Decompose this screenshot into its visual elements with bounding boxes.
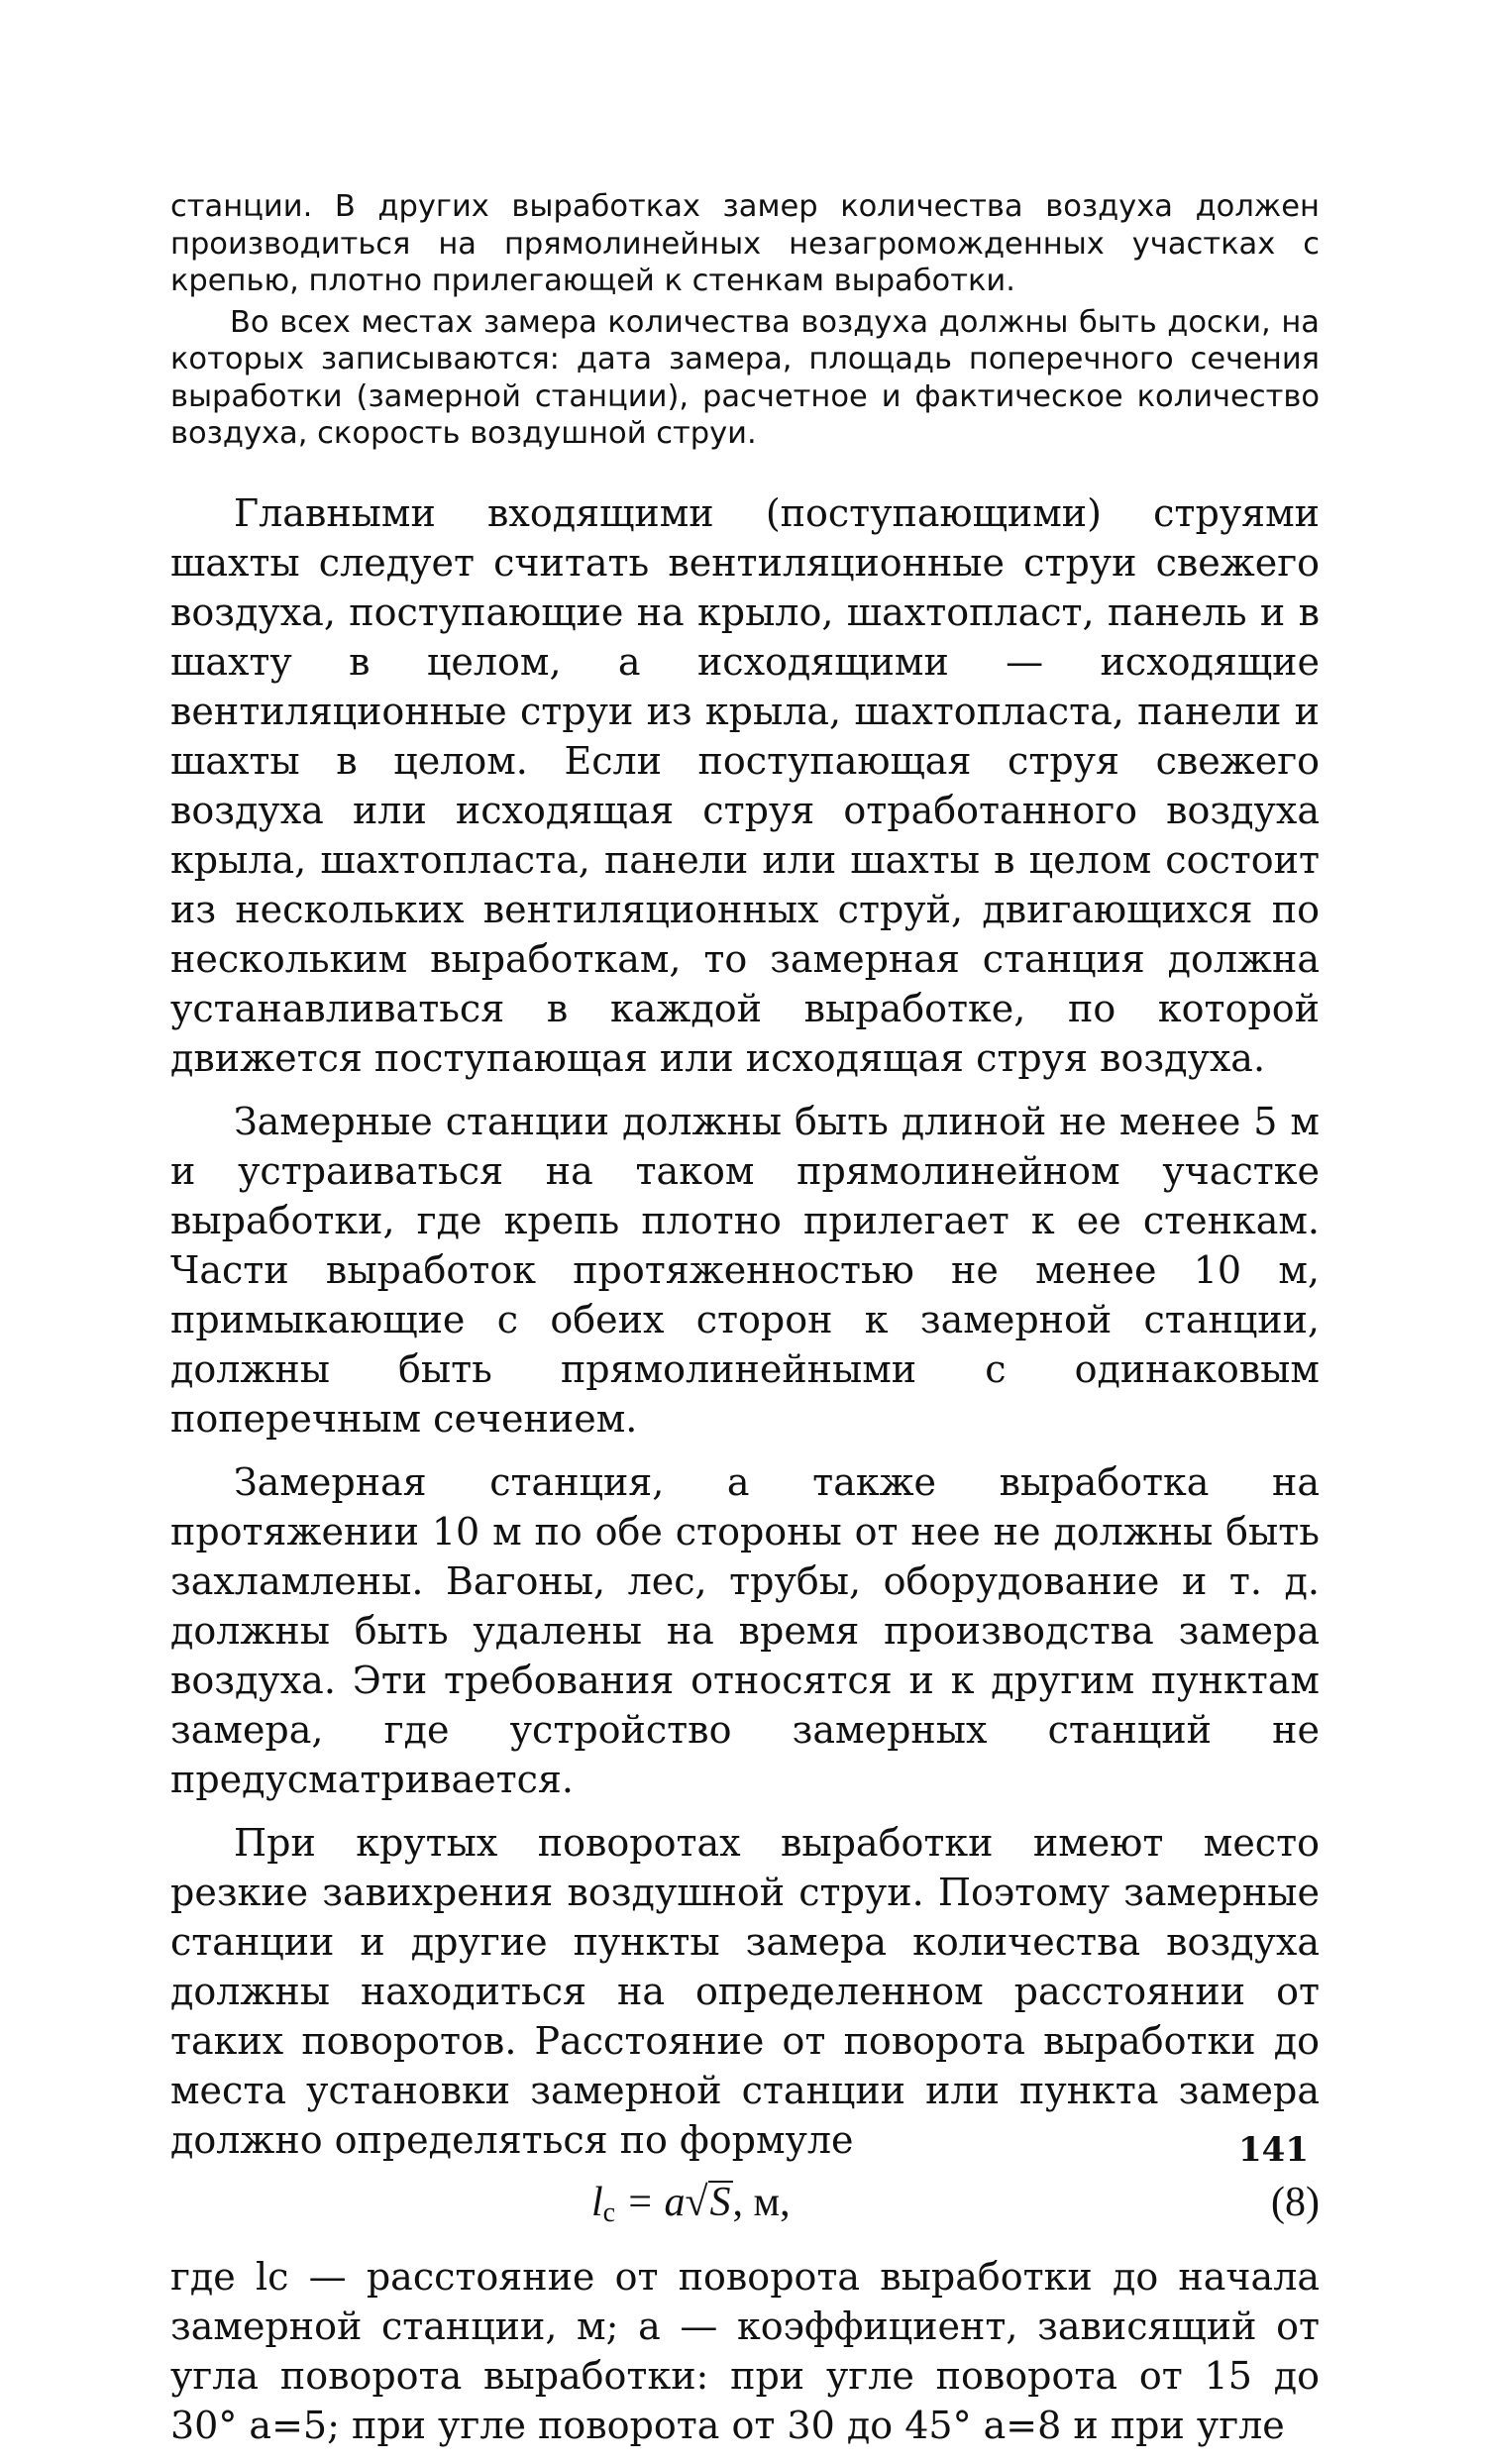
sqrt-sign: √ [685, 2179, 708, 2225]
paragraph: Замерная станция, а также выработка на протяжении 10 м по обе стороны от нее не должны быть захламлены. Вагоны, лес, трубы, оборудование и т. д. должны быть удалены на время производства замера воздуха. Эти требования относятся и к другим пунктам замера, где устройство замерных станций не предусматривается. [170, 1459, 1320, 1801]
formula-coefficient: = a [615, 2179, 686, 2225]
formula-radicand: S [709, 2179, 731, 2225]
equation-number: (8) [1271, 2179, 1320, 2225]
page-content [170, 188, 1320, 2464]
paragraph: При крутых поворотах выработки имеют место резкие завихрения воздушной струи. Поэтому замерные станции и другие пункты замера количества воздуха должны находиться на определенном расстоянии от таких поворотов. Расстояние от поворота выработки до места установки замерной станции или пункта замера должно определяться по формуле [170, 1820, 1320, 2162]
formula-subscript: c [602, 2196, 616, 2228]
formula-unit: , м, [732, 2179, 791, 2225]
formula-line [170, 2179, 1320, 2236]
page-number: 141 [1238, 2130, 1309, 2170]
formula-variable: l [591, 2179, 603, 2225]
formula [591, 2179, 791, 2229]
paragraph: Замерные станции должны быть длиной не менее 5 м и устраиваться на таком прямолинейном участке выработки, где крепь плотно прилегает к ее стенкам. Части выработок протяженностью не менее 10 м, примыкающие с обеих сторон к замерной станции, должны быть прямолинейными с одинаковым поперечным сечением. [170, 1099, 1320, 1441]
paragraph-after-formula: где lс — расстояние от поворота выработки до начала замерной станции, м; a — коэффициент, зависящий от угла поворота выработки: при угле поворота от 15 до 30° a=5; при угле поворота от 30 до 45° a=8 и при угле [170, 2254, 1320, 2447]
small-paragraph: Во всех местах замера количества воздуха должны быть доски, на которых записываются: дата замера, площадь поперечного сечения выработки (замерной станции), расчетное и фактическое количество воздуха, скорость воздушной струи. [170, 304, 1320, 451]
main-text [170, 488, 1320, 2165]
small-paragraph: станции. В других выработках замер количества воздуха должен производиться на прямолинейных незагроможденных участках с крепью, плотно прилегающей к стенкам выработки. [170, 189, 1320, 298]
paragraph: Главными входящими (поступающими) струями шахты следует считать вентиляционные струи свежего воздуха, поступающие на крыло, шахтопласт, панель и в шахту в целом, а исходящими — исходящие вентиляционные струи из крыла, шахтопласта, панели и шахты в целом. Если поступающая струя свежего воздуха или исходящая струя отработанного воздуха крыла, шахтопласта, панели или шахты в целом состоит из нескольких вентиляционных струй, двигающихся по нескольким выработкам, то замерная станция должна устанавливаться в каждой выработке, по которой движется поступающая или исходящая струя воздуха. [170, 490, 1320, 1080]
